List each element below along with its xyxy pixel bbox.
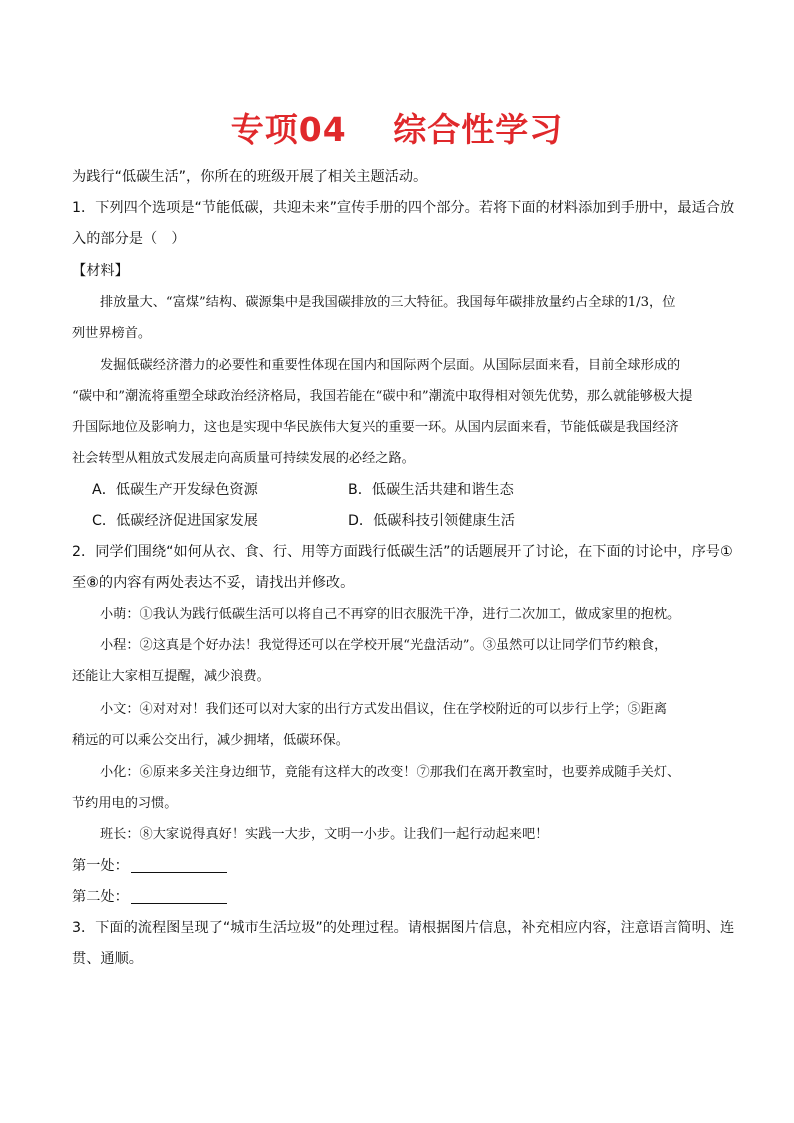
q1-stem-line2: 入的部分是（ ）: [72, 231, 186, 247]
dialogue-line: 节约用电的习惯。: [72, 796, 178, 811]
material-paragraph-line: 社会转型从粗放式发展走向高质量可持续发展的必经之路。: [72, 451, 415, 466]
page-title: 专项04 综合性学习: [230, 110, 564, 149]
dialogue-line: 稍远的可以乘公交出行，减少拥堵，低碳环保。: [72, 733, 349, 748]
answer-blank-1[interactable]: [72, 855, 227, 875]
material-paragraph-line: 列世界榜首。: [72, 326, 152, 341]
dialogue-line: 小萌：①我认为践行低碳生活可以将自己不再穿的旧衣服洗干净，进行二次加工，做成家里的抱枕。: [100, 607, 681, 622]
q2-stem-line2: 至⑧的内容有两处表达不妥，请找出并修改。: [72, 575, 355, 591]
dialogue-line: 小程：②这真是个好办法！我觉得还可以在学校开展“光盘活动”。③虽然可以让同学们节约粮食，: [100, 638, 668, 653]
answer-blank-2-label: 第二处：: [72, 889, 129, 905]
dialogue-line: 还能让大家相互提醒，减少浪费。: [72, 669, 270, 684]
answer-blank-1-label: 第一处：: [72, 858, 129, 874]
option-a: A．低碳生产开发绿色资源: [92, 482, 258, 498]
answer-blank-2-line[interactable]: [131, 889, 227, 904]
q2-stem-line1: 2．同学们围绕“如何从衣、食、行、用等方面践行低碳生活”的话题展开了讨论，在下面的讨论中，序号①: [72, 544, 733, 560]
intro-text: 为践行“低碳生活”，你所在的班级开展了相关主题活动。: [72, 169, 428, 185]
dialogue-line: 小化：⑥原来多关注身边细节，竟能有这样大的改变！⑦那我们在离开教室时，也要养成随手关灯、: [100, 765, 681, 780]
option-d: D．低碳科技引领健康生活: [348, 513, 515, 529]
material-label: 【材料】: [72, 263, 129, 279]
answer-blank-1-line[interactable]: [131, 858, 227, 873]
material-paragraph-line: 升国际地位及影响力，这也是实现中华民族伟大复兴的重要一环。从国内层面来看，节能低碳是我国经济: [72, 420, 679, 435]
option-b: B．低碳生活共建和谐生态: [348, 482, 514, 498]
q3-stem-line2: 贯、通顺。: [72, 951, 143, 967]
dialogue-line: 小文：④对对对！我们还可以对大家的出行方式发出倡议，住在学校附近的可以步行上学；⑤距离: [100, 702, 668, 717]
option-c: C．低碳经济促进国家发展: [92, 513, 258, 529]
material-paragraph-line: “碳中和”潮流将重塑全球政治经济格局，我国若能在“碳中和”潮流中取得相对领先优势，那么就能够极大提: [72, 389, 693, 404]
material-paragraph-line: 发掘低碳经济潜力的必要性和重要性体现在国内和国际两个层面。从国际层面来看，目前全球形成的: [100, 358, 681, 373]
dialogue-line: 班长：⑧大家说得真好！实践一大步，文明一小步。让我们一起行动起来吧！: [100, 827, 549, 842]
q3-stem-line1: 3．下面的流程图呈现了“城市生活垃圾”的处理过程。请根据图片信息，补充相应内容，注意语言简明、连: [72, 920, 735, 936]
q1-stem-line1: 1．下列四个选项是“节能低碳，共迎未来”宣传手册的四个部分。若将下面的材料添加到手册中，最适合放: [72, 200, 735, 216]
material-paragraph-line: 排放量大、“富煤”结构、碳源集中是我国碳排放的三大特征。我国每年碳排放量约占全球的1/3，位: [100, 295, 676, 310]
answer-blank-2[interactable]: [72, 886, 227, 906]
